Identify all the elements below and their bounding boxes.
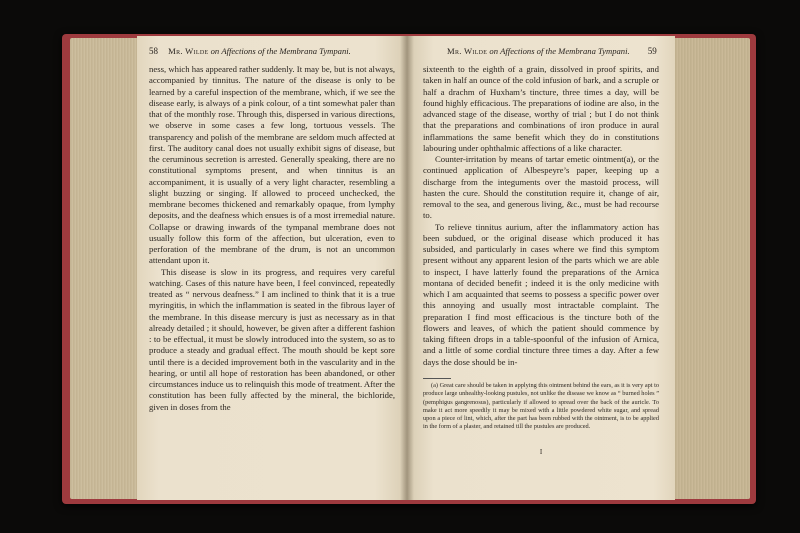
signature-mark: I — [539, 448, 543, 456]
right-paragraph-3: To relieve tinnitus aurium, after the inflammatory action has been subdued, or the original disease which produced it has subsided, and particularly in cases where we find this symptom present without any apparent lesion of the parts which we are able to inspect, I have latterly found the preparations of the Arnica montana of decided benefit ; indeed it is the only medicine with which I am acquainted that seems to possess a specific power over this annoying and usually most intractable complaint. The preparation I find most efficacious is the tincture both of the flowers and leaves, of which the patient should commence by taking fifteen drops in a table-spoonful of the infusion of Arnica, and a little of some cordial tincture three times a day. After a few days the dose should be in- — [423, 221, 659, 367]
right-header-title: Affections of the Membrana Tympani. — [500, 46, 630, 56]
right-page-number: 59 — [647, 46, 657, 56]
right-paragraph-1: sixteenth to the eighth of a grain, dissolved in proof spirits, and taken in half an ounce of the cold infusion of bark, and a scruple or half a drachm of Huxham’s tincture, three times a day, will be found highly efficacious. The preparations of iodine are also, in the advanced stage of the disease, worthy of trial ; but I do not think that the preparations and combinations of iron produce in aural inflammations the same benefit which they do in constitutions labouring under ophthalmic affections of a like character. — [423, 64, 659, 153]
left-paragraph-1: ness, which has appeared rather suddenly. It may be, but is not always, accompanied by tinnitus. The nature of the disease is only to be learned by a careful inspection of the membrane, which, if we see the disease early, is always of a pink colour, of a tint somewhat paler than that of the monthly rose. Through this, dispersed in various directions, we observe in some cases a few long, tortuous vessels. The transparency and polish of the membrane are seldom much affected at first. The auditory canal does not usually exhibit signs of disease, but the ceruminous secretion is arrested. Generally speaking, there are no constitutional symptoms present, and when tinnitus is an accompaniment, it is usually of a very light character, resembling a slight buzzing or singing. If allowed to proceed unchecked, the membrane becomes thickened and remarkably opaque, from lymphy deposits, and the deafness which ensues is of a most irremedial nature. Collapse or drawing inwards of the tympanal membrane does not usually follow this form of the affection, but ulceration, even to perforation of the membrane of the drum, is not an uncommon attendant upon it. — [149, 64, 395, 266]
right-header-on: on — [489, 46, 499, 56]
right-header-author: Mr. Wilde — [447, 46, 488, 56]
left-page-edges — [70, 38, 140, 499]
footnote — [423, 372, 659, 432]
left-header-on: on — [210, 46, 220, 56]
left-paragraph-2: This disease is slow in its progress, and requires very careful watching. Cases of this nature have been, I feel convinced, repeatedly treated as “ nervous deafness.” I am inclined to think that it is a true myringitis, in which the inflammation is seated in the fibrous layer of the membrane. In this disease mercury is just as necessary as in that already detailed ; it should, however, be given after a different fashion : to be effectual, it must be slowly introduced into the system, so as to produce a steady and gradual effect. The mouth should be kept sore until there is a decided improvement both in the vascularity and in the hearing, or until all hope of restoration has been abandoned, or other circumstances induce us to relinquish this mode of treatment. After the constitution has been fully affected by the mineral, the bichloride, given in doses from the — [149, 266, 395, 412]
left-page-number: 58 — [149, 46, 158, 56]
footnote-rule — [423, 378, 451, 379]
right-paragraph-2: Counter-irritation by means of tartar emetic ointment(a), or the continued application of Albespeyre’s paper, keeping up a discharge from the integuments over the mastoid process, will hasten the cure. Should the constitution require it, change of air, removal to the sea, and generous living, &c., must be had recourse to. — [423, 154, 659, 221]
left-running-head — [149, 46, 351, 56]
footnote-text: (a) Great care should be taken in applying this ointment behind the ears, as it is very apt to produce large unhealthy-looking pustules, not unlike the disease we know as “ burned holes ” (pemphigus gangrenosus), particularly if allowed to spread over the back of the auricle. To make it act more speedily it may be mixed with a little powdered white sugar, and spread upon a piece of lint, which, after the part has been rubbed with the ointment, is to be applied in the form of a plaster, and retained till the pustules are produced. — [423, 382, 659, 431]
left-body-text — [149, 64, 395, 413]
right-page — [407, 36, 675, 500]
left-header-author: Mr. Wilde — [168, 46, 209, 56]
left-header-title: Affections of the Membrana Tympani. — [221, 46, 351, 56]
book-gutter — [400, 36, 414, 500]
right-page-edges — [672, 38, 750, 499]
right-running-head — [447, 46, 657, 56]
right-body-text — [423, 64, 659, 368]
left-page — [137, 36, 407, 500]
